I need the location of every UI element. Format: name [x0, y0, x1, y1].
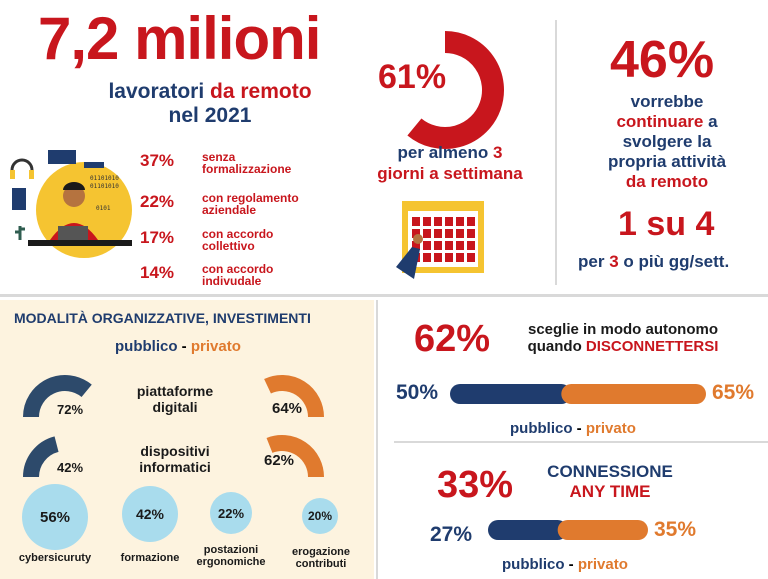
svg-text:0101: 0101 — [96, 205, 111, 212]
headphones-icon — [12, 160, 32, 170]
anytime-public-pct: 27% — [430, 523, 473, 546]
breakdown-pct: 17% — [140, 228, 175, 247]
desk-icon — [28, 240, 132, 246]
right-stat-pct: 46% — [610, 31, 715, 89]
breakdown-pct: 14% — [140, 263, 175, 282]
calendar-day-cell — [456, 217, 464, 226]
calendar-day-cell — [412, 217, 420, 226]
calendar-day-cell — [434, 253, 442, 262]
remote-worker-illustration — [6, 148, 134, 258]
horizontal-divider — [394, 441, 768, 443]
bubble-label: formazione — [120, 552, 180, 564]
svg-text:01101010: 01101010 — [90, 183, 119, 190]
calendar-day-cell — [467, 229, 475, 238]
calendar-day-cell — [456, 241, 464, 250]
anytime-legend: pubblico - privato — [502, 556, 628, 573]
calendar-day-cell — [467, 253, 475, 262]
disconnect-private-bar — [561, 384, 706, 404]
calendar-day-cell — [445, 229, 453, 238]
svg-text:01101010: 01101010 — [90, 175, 119, 182]
router-icon — [84, 162, 104, 168]
ratio-caption: per 3 o più gg/sett. — [578, 252, 730, 271]
anytime-caption: CONNESSIONE ANY TIME — [547, 462, 673, 501]
horizontal-divider — [0, 294, 768, 297]
vertical-divider — [376, 300, 378, 579]
bubble-training: 42% — [122, 486, 178, 542]
anytime-private-bar — [558, 520, 648, 540]
calendar-day-cell — [467, 217, 475, 226]
headline-number: 7,2 milioni — [38, 5, 321, 72]
calendar-day-cell — [423, 217, 431, 226]
plant-icon — [15, 226, 25, 240]
platforms-public-pct: 72% — [57, 402, 84, 417]
org-legend: pubblico - privato — [115, 338, 241, 355]
center-gauge-caption: per almeno 3 giorni a settimana — [377, 143, 523, 183]
bubble-contributions: 20% — [302, 498, 338, 534]
org-section-title: MODALITÀ ORGANIZZATIVE, INVESTIMENTI — [14, 310, 311, 326]
anytime-public-bar — [488, 520, 568, 540]
anytime-private-pct: 35% — [654, 518, 697, 541]
bubble-workstations: 22% — [210, 492, 252, 534]
breakdown-label: senza formalizzazione — [202, 150, 292, 176]
monitor-icon — [48, 150, 76, 164]
breakdown-label: con regolamento aziendale — [202, 191, 299, 217]
right-stat-caption: vorrebbe continuare a svolgere la propria attività da remoto — [607, 92, 727, 191]
calendar-day-cell — [456, 229, 464, 238]
anytime-bar — [488, 518, 650, 542]
ratio-stat: 1 su 4 — [618, 205, 715, 243]
laptop-icon — [58, 226, 88, 242]
calendar-day-cell — [434, 241, 442, 250]
vertical-divider — [555, 20, 557, 285]
calendar-day-cell — [467, 241, 475, 250]
devices-label: dispositivi informatici — [139, 443, 211, 475]
devices-public-pct: 42% — [57, 460, 84, 475]
anytime-pct: 33% — [437, 464, 514, 506]
disconnect-legend: pubblico - privato — [510, 420, 636, 437]
calendar-day-cell — [445, 253, 453, 262]
platforms-label: piattaforme digitali — [136, 383, 214, 415]
breakdown-pct: 22% — [140, 192, 175, 211]
platforms-private-pct: 64% — [272, 400, 303, 417]
calendar-day-cell — [445, 241, 453, 250]
calendar-day-cell — [423, 241, 431, 250]
subtitle-year: nel 2021 — [168, 104, 252, 127]
calendar-illustration — [388, 193, 498, 283]
phone-icon — [12, 188, 26, 210]
calendar-day-cell — [434, 217, 442, 226]
disconnect-bar — [450, 382, 708, 406]
center-gauge-pct: 61% — [378, 58, 447, 96]
disconnect-caption: sceglie in modo autonomo quando DISCONNETTERSI — [527, 321, 719, 355]
subtitle-word-remote: da remoto — [210, 80, 312, 103]
disconnect-private-pct: 65% — [712, 381, 755, 404]
calendar-day-cell — [423, 253, 431, 262]
calendar-day-cell — [456, 253, 464, 262]
breakdown-label: con accordo indivudale — [202, 262, 274, 288]
disconnect-public-bar — [450, 384, 571, 404]
bubble-label: erogazione contributi — [291, 546, 351, 570]
bubble-label: cybersicuruty — [18, 552, 92, 564]
breakdown-pct: 37% — [140, 151, 175, 170]
devices-private-pct: 62% — [264, 452, 295, 469]
calendar-day-cell — [434, 229, 442, 238]
breakdown-label: con accordo collettivo — [202, 227, 274, 253]
headline-subtitle — [60, 80, 360, 128]
disconnect-pct: 62% — [414, 318, 491, 360]
subtitle-word-workers: lavoratori — [108, 80, 205, 103]
disconnect-public-pct: 50% — [396, 381, 439, 404]
calendar-day-cell — [445, 217, 453, 226]
gauge-arc — [31, 444, 57, 477]
calendar-day-cell — [423, 229, 431, 238]
bubble-label: postazioni ergonomiche — [196, 544, 266, 568]
bubble-cybersecurity: 56% — [22, 484, 88, 550]
